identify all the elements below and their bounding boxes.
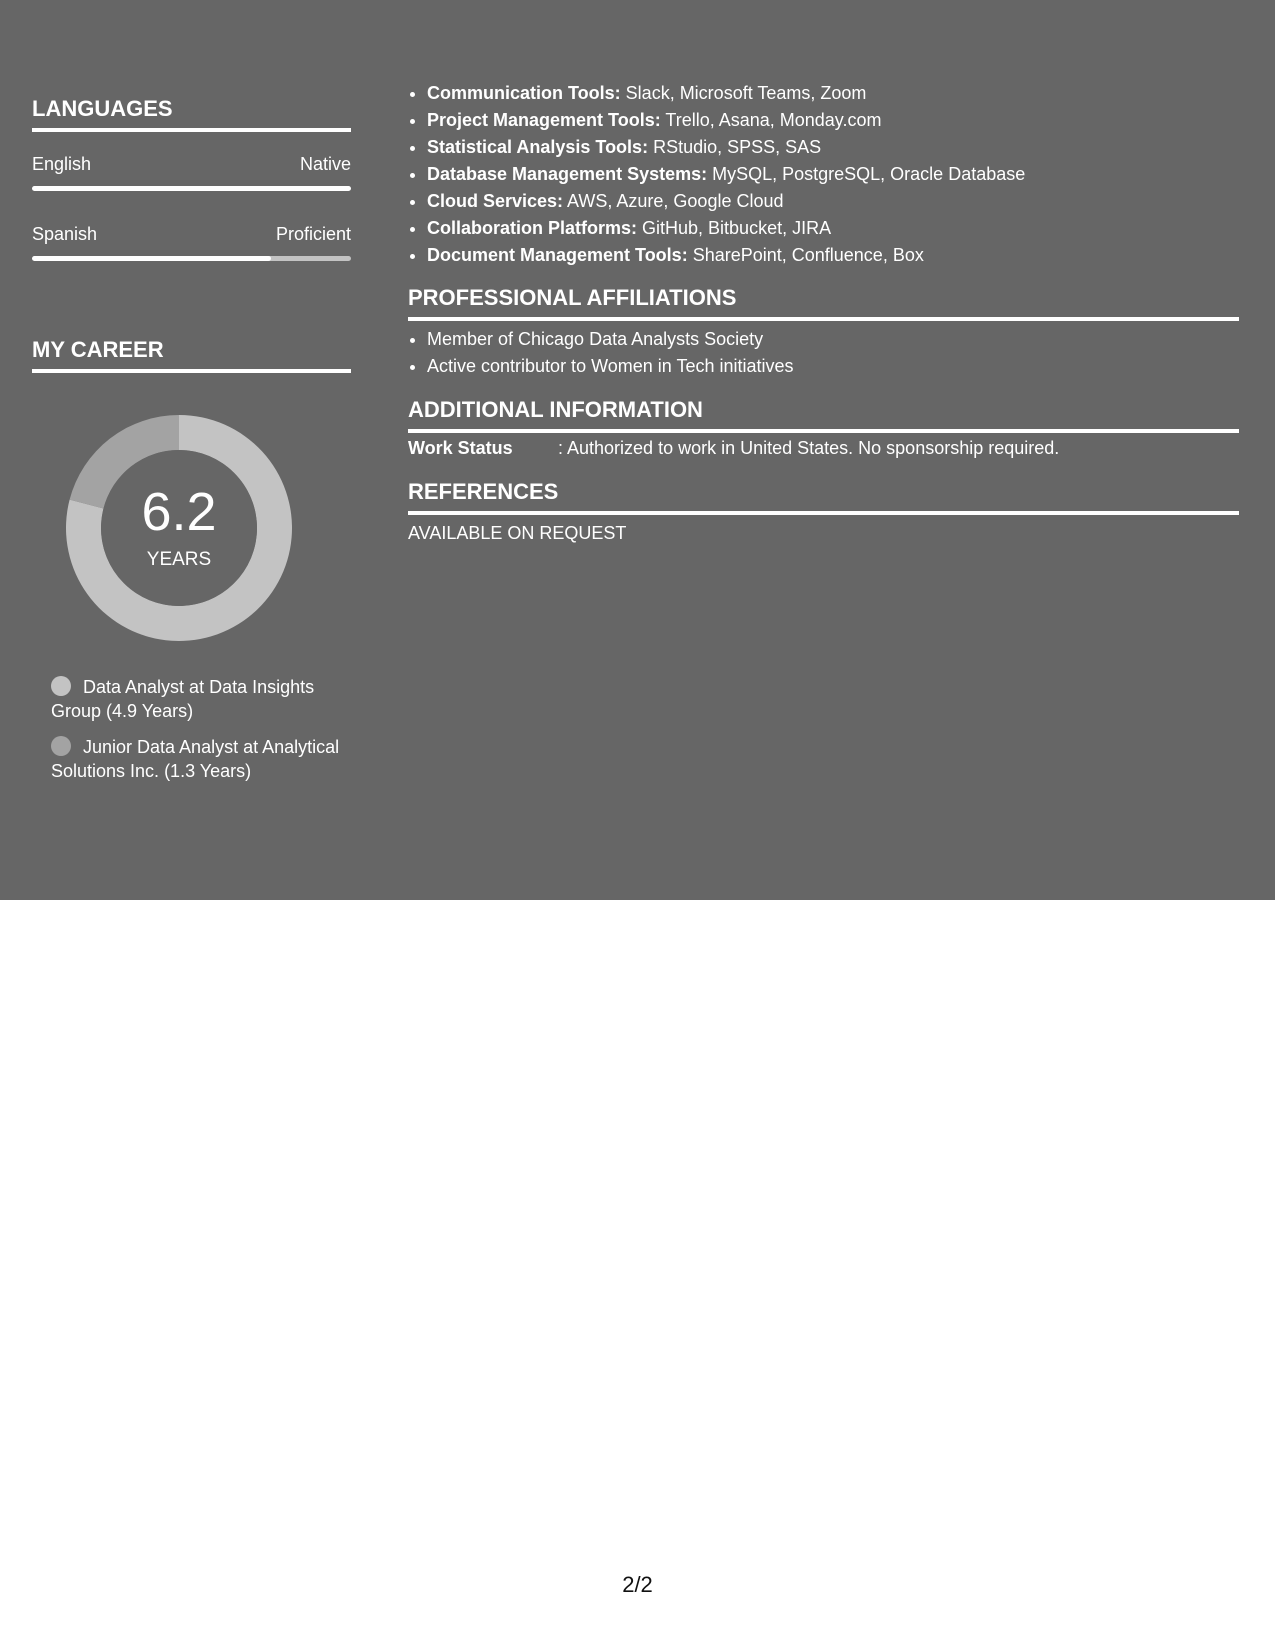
tool-values: Trello, Asana, Monday.com — [660, 110, 882, 130]
tool-category: Communication Tools: — [427, 83, 621, 103]
affiliations-list — [408, 326, 1239, 380]
references-heading: REFERENCES — [408, 479, 1239, 515]
language-name: Spanish — [32, 224, 98, 244]
language-level: Proficient — [275, 224, 351, 244]
list-item — [427, 134, 1239, 161]
tool-values: RStudio, SPSS, SAS — [648, 137, 822, 157]
list-item — [427, 188, 1239, 215]
list-item — [427, 242, 1239, 269]
tool-values: Slack, Microsoft Teams, Zoom — [620, 83, 867, 103]
career-total-years: 6.2 — [141, 482, 217, 542]
list-item: • Member of Chicago Data Analysts Society — [427, 326, 1239, 353]
language-name: English — [32, 154, 92, 174]
legend-dot-icon — [51, 676, 71, 696]
career-donut-chart — [66, 415, 292, 641]
legend-label: Data Analyst at Data Insights Group (4.9 Years) — [51, 677, 315, 721]
list-item — [427, 80, 1239, 107]
tool-values: MySQL, PostgreSQL, Oracle Database — [707, 164, 1026, 184]
work-status-value: : Authorized to work in United States. No sponsorship required. — [558, 438, 1060, 458]
language-spanish — [32, 224, 351, 274]
tool-category: Database Management Systems: — [427, 164, 708, 184]
language-proficiency-track — [32, 256, 351, 261]
list-item: • Active contributor to Women in Tech initiatives — [427, 353, 1239, 380]
tool-category: Cloud Services: — [427, 191, 564, 211]
career-heading: MY CAREER — [32, 337, 351, 373]
legend-item — [51, 675, 341, 723]
additional-info-heading: ADDITIONAL INFORMATION — [408, 397, 1239, 433]
tool-values: AWS, Azure, Google Cloud — [563, 191, 784, 211]
tool-category: Statistical Analysis Tools: — [427, 137, 649, 157]
tool-category: Collaboration Platforms: — [427, 218, 638, 238]
list-item — [427, 215, 1239, 242]
affiliations-heading: PROFESSIONAL AFFILIATIONS — [408, 285, 1239, 321]
work-status-label: Work Status — [408, 438, 513, 458]
list-item — [427, 161, 1239, 188]
references-text: AVAILABLE ON REQUEST — [408, 523, 627, 543]
tool-values: GitHub, Bitbucket, JIRA — [637, 218, 832, 238]
language-proficiency-fill — [32, 256, 271, 261]
tool-category: Document Management Tools: — [427, 245, 688, 265]
work-status-row — [408, 438, 1239, 459]
language-proficiency-track — [32, 186, 351, 191]
legend-item — [51, 735, 341, 783]
tool-category: Project Management Tools: — [427, 110, 661, 130]
tool-values: SharePoint, Confluence, Box — [687, 245, 924, 265]
page-number: 2/2 — [622, 1572, 653, 1597]
legend-label: Junior Data Analyst at Analytical Solutions Inc. (1.3 Years) — [51, 737, 340, 781]
legend-dot-icon — [51, 736, 71, 756]
list-item — [427, 107, 1239, 134]
language-proficiency-fill — [32, 186, 351, 191]
language-english — [32, 154, 351, 204]
tools-list — [408, 80, 1239, 269]
language-level: Native — [299, 154, 351, 174]
career-total-unit: YEARS — [146, 549, 212, 570]
languages-heading: LANGUAGES — [32, 96, 351, 132]
career-legend — [51, 675, 341, 795]
